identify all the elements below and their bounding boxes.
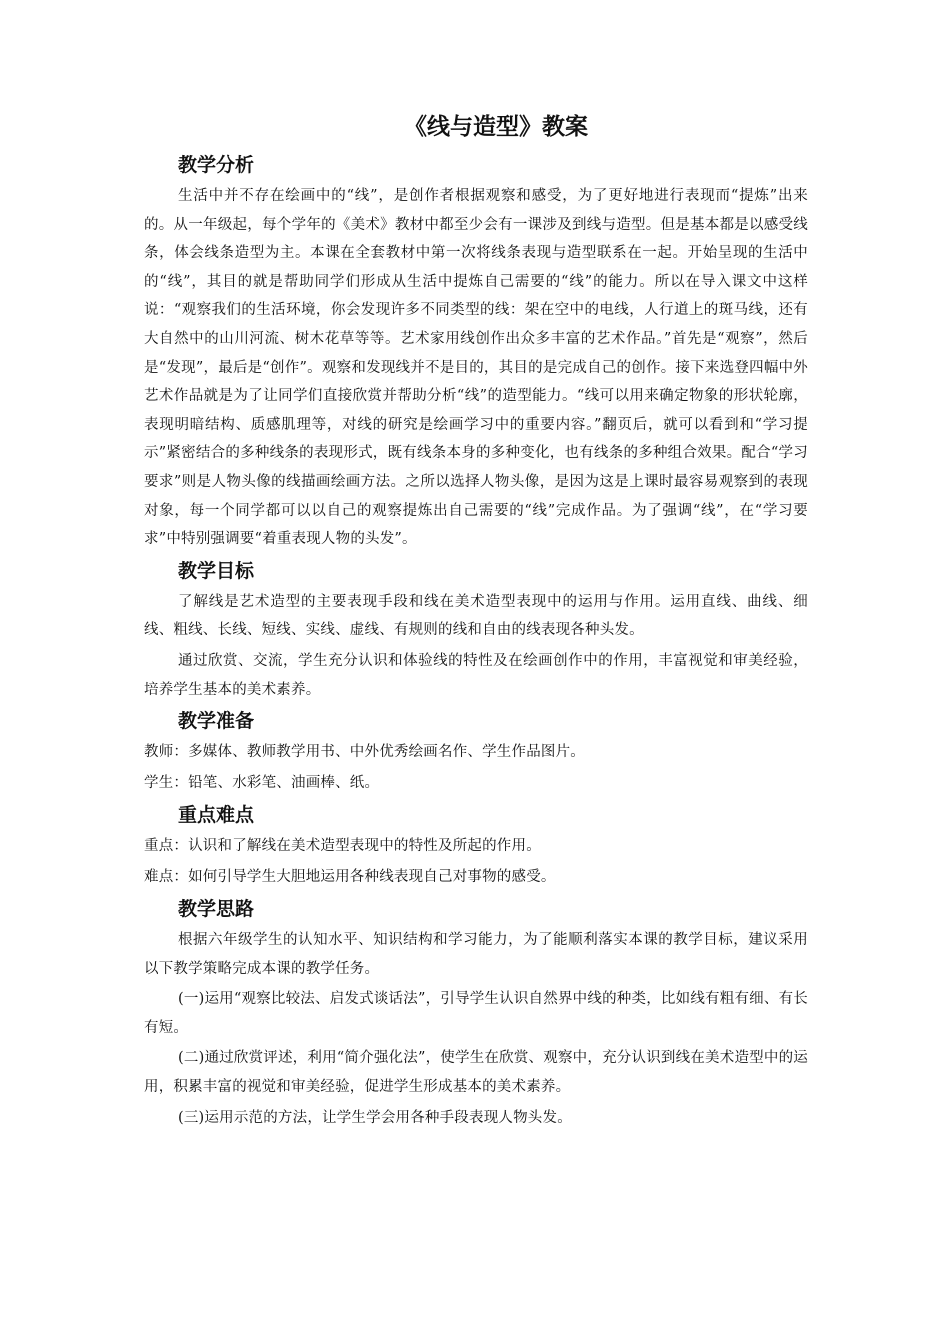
section-heading-approach: 教学思路 bbox=[178, 898, 255, 921]
section-heading-preparation: 教学准备 bbox=[178, 710, 255, 733]
approach-paragraph-3: (二)通过欣赏评述，利用“简介强化法”，使学生在欣赏、观察中，充分认识到线在美术造型中的运用，积累丰富的视觉和审美经验，促进学生形成基本的美术素养。 bbox=[144, 1050, 808, 1096]
section-analysis bbox=[144, 150, 808, 554]
document-title: 《线与造型》教案 bbox=[404, 114, 588, 140]
section-heading-key-points: 重点难点 bbox=[178, 804, 255, 827]
analysis-paragraph: 生活中并不存在绘画中的“线”，是创作者根据观察和感受，为了更好地进行表现而“提炼”出来的。从一年级起，每个学年的《美术》教材中都至少会有一课涉及到线与造型。但是基本都是以感受线条，体会线条造型为主。本课在全套教材中第一次将线条表现与造型联系在一起。开始呈现的生活中的“线”，其目的就是帮助同学们形成从生活中提炼自己需要的“线”的能力。所以在导入课文中这样说：“观察我们的生活环境，你会发现许多不同类型的线：架在空中的电线，人行道上的斑马线，还有大自然中的山川河流、树木花草等等。艺术家用线创作出众多丰富的艺术作品。”首先是“观察”，然后是“发现”，最后是“创作”。观察和发现线并不是目的，其目的是完成自己的创作。接下来选登四幅中外艺术作品就是为了让同学们直接欣赏并帮助分析“线”的造型能力。“线可以用来确定物象的形状轮廓，表现明暗结构、质感肌理等，对线的研究是绘画学习中的重要内容。”翻页后，就可以看到和“学习提示”紧密结合的多种线条的表现形式，既有线条本身的多种变化，也有线条的多种组合效果。配合“学习要求”则是人物头像的线描画绘画方法。之所以选择人物头像，是因为这是上课时最容易观察到的表现对象，每一个同学都可以以自己的观察提炼出自己需要的“线”完成作品。为了强调“线”，在“学习要求”中特别强调要“着重表现人物的头发”。 bbox=[144, 188, 808, 548]
preparation-student: 学生：铅笔、水彩笔、油画棒、纸。 bbox=[144, 775, 380, 792]
difficulty-text: 难点：如何引导学生大胆地运用各种线表现自己对事物的感受。 bbox=[144, 869, 556, 886]
section-key-points bbox=[144, 800, 808, 891]
preparation-teacher: 教师：多媒体、教师教学用书、中外优秀绘画名作、学生作品图片。 bbox=[144, 744, 585, 761]
goals-paragraph-1: 了解线是艺术造型的主要表现手段和线在美术造型表现中的运用与作用。运用直线、曲线、细线、粗线、长线、短线、实线、虚线、有规则的线和自由的线表现各种头发。 bbox=[144, 593, 808, 639]
approach-paragraph-4: (三)运用示范的方法，让学生学会用各种手段表现人物头发。 bbox=[178, 1109, 572, 1126]
document-page bbox=[144, 112, 808, 1134]
goals-paragraph-2: 通过欣赏、交流，学生充分认识和体验线的特性及在绘画创作中的作用，丰富视觉和审美经验，培养学生基本的美术素养。 bbox=[144, 652, 808, 698]
approach-paragraph-1: 根据六年级学生的认知水平、知识结构和学习能力，为了能顺利落实本课的教学目标，建议采用以下教学策略完成本课的教学任务。 bbox=[144, 932, 808, 977]
key-point-text: 重点：认识和了解线在美术造型表现中的特性及所起的作用。 bbox=[144, 838, 541, 855]
section-approach bbox=[144, 894, 808, 1132]
approach-paragraph-2: (一)运用“观察比较法、启发式谈话法”，引导学生认识自然界中线的种类，比如线有粗有细、有长有短。 bbox=[144, 991, 808, 1036]
section-preparation bbox=[144, 706, 808, 797]
section-heading-analysis: 教学分析 bbox=[178, 154, 255, 176]
section-heading-goals: 教学目标 bbox=[178, 559, 255, 582]
section-goals bbox=[144, 556, 808, 704]
